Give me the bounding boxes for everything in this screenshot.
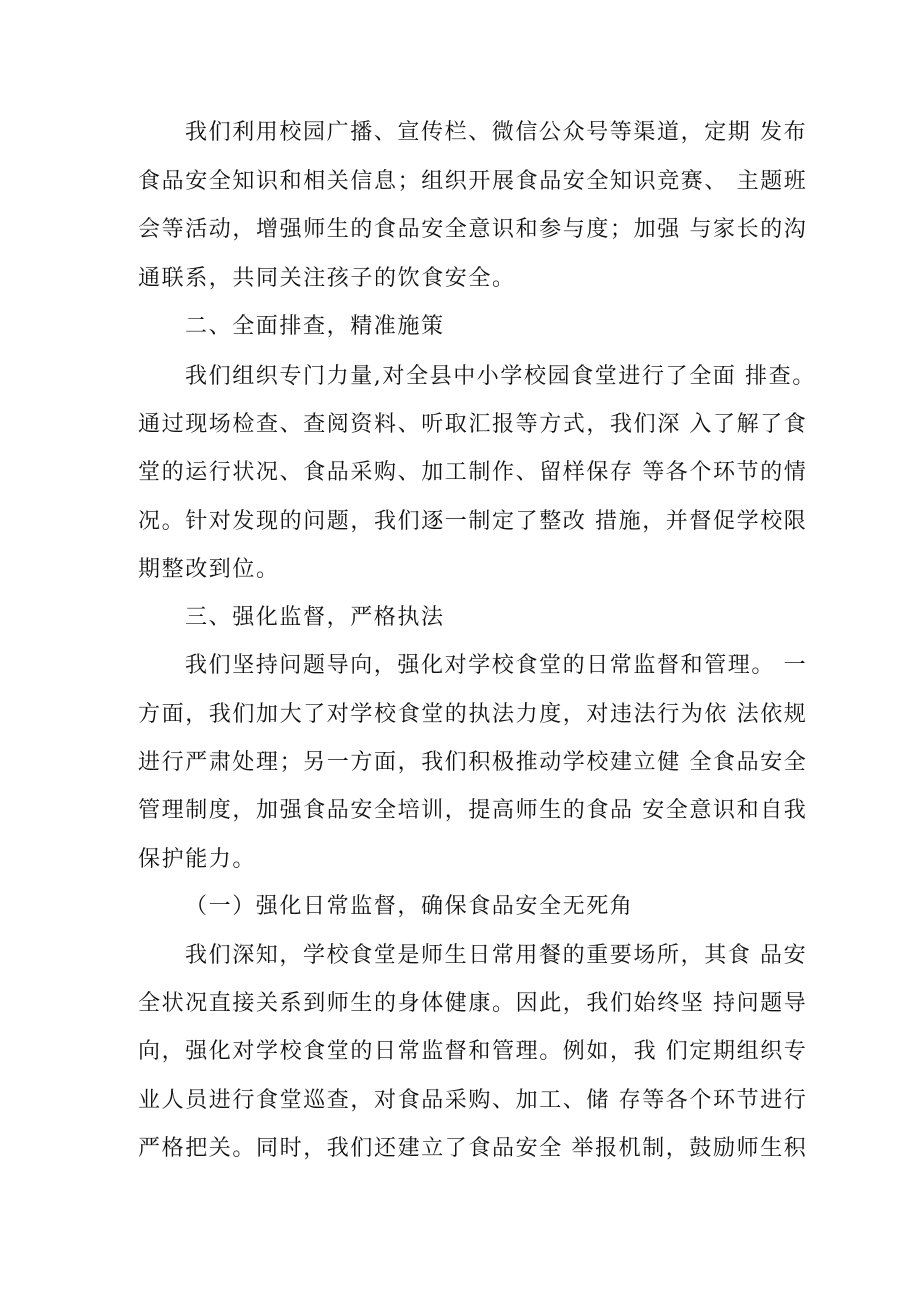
section-heading: 三、强化监督，严格执法 <box>185 605 445 630</box>
paragraph-line: 保护能力。 <box>138 847 257 872</box>
paragraph-line: 我们深知，学校食堂是师生日常用餐的重要场所，其食 品安 <box>185 943 808 968</box>
paragraph-line: 我们坚持问题导向，强化对学校食堂的日常监督和管理。 一 <box>185 653 808 678</box>
paragraph-line: 进行严肃处理；另一方面，我们积极推动学校建立健 全食品安全 <box>138 750 808 775</box>
section-heading: 二、全面排查，精准施策 <box>185 314 445 339</box>
paragraph-line: 食品安全知识和相关信息；组织开展食品安全知识竞赛、 主题班 <box>138 169 808 194</box>
paragraph-line: 管理制度，加强食品安全培训，提高师生的食品 安全意识和自我 <box>138 798 808 823</box>
paragraph-line: 通联系，共同关注孩子的饮食安全。 <box>138 266 516 291</box>
paragraph-line: 向，强化对学校食堂的日常监督和管理。例如，我 们定期组织专 <box>138 1039 808 1064</box>
paragraph-line: 全状况直接关系到师生的身体健康。因此，我们始终坚 持问题导 <box>138 991 808 1016</box>
paragraph-line: 况。针对发现的问题，我们逐一制定了整改 措施，并督促学校限 <box>138 509 808 534</box>
paragraph-line: 堂的运行状况、食品采购、加工制作、留样保存 等各个环节的情 <box>138 460 808 485</box>
subsection-heading: （一）强化日常监督，确保食品安全无死角 <box>185 894 634 919</box>
paragraph-line: 期整改到位。 <box>138 557 280 582</box>
paragraph-line: 我们组织专门力量,对全县中小学校园食堂进行了全面 排查。 <box>185 364 816 389</box>
paragraph-line: 方面，我们加大了对学校食堂的执法力度，对违法行为依 法依规 <box>138 702 808 727</box>
paragraph-line: 严格把关。同时，我们还建立了食品安全 举报机制，鼓励师生积 <box>138 1136 808 1161</box>
paragraph-line: 通过现场检查、查阅资料、听取汇报等方式，我们深 入了解了食 <box>138 412 808 437</box>
paragraph-line: 会等活动，增强师生的食品安全意识和参与度；加强 与家长的沟 <box>138 217 808 242</box>
paragraph-line: 业人员进行食堂巡查，对食品采购、加工、储 存等各个环节进行 <box>138 1088 808 1113</box>
paragraph-line: 我们利用校园广播、宣传栏、微信公众号等渠道，定期 发布 <box>185 120 808 145</box>
